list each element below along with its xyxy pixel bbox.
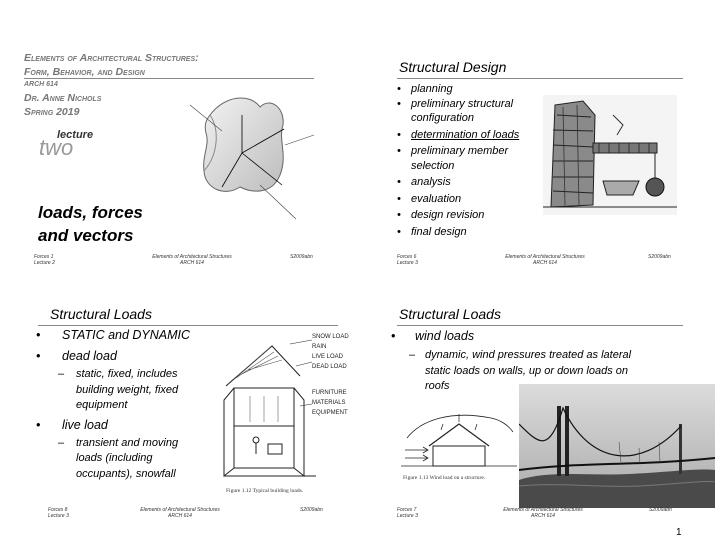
- sub-list-item: – transient and moving loads (including occupants), snowfall: [58, 436, 179, 480]
- footer-center-top: Elements of Architectural Structures: [503, 507, 583, 513]
- footer-center-top: Elements of Architectural Structures: [140, 507, 220, 513]
- title-rule: [397, 325, 683, 326]
- force-vector-block-figure: [180, 85, 320, 225]
- footer-center-bottom: ARCH 614: [531, 513, 555, 519]
- suspension-bridge-photo: [519, 384, 715, 508]
- footer-left-bottom: Lecture 3: [48, 513, 69, 519]
- footer-center: [120, 507, 240, 519]
- list-item: • final design: [397, 225, 467, 238]
- footer-center-top: Elements of Architectural Structures: [505, 254, 585, 260]
- list-item: • wind loads: [391, 329, 475, 343]
- lecture-number: two: [39, 135, 74, 160]
- list-item: • STATIC and DYNAMIC: [36, 328, 191, 342]
- list-item-continuation: configuration: [411, 112, 474, 124]
- slide-1: [20, 45, 362, 270]
- footer-left: [397, 507, 418, 519]
- sub-list-item: – static, fixed, includes building weight, fixed equipment: [58, 368, 179, 411]
- course-number: ARCH 614: [24, 81, 58, 88]
- footer-right: S2009abn: [290, 254, 313, 260]
- lecture-title-line-1: loads, forces: [38, 203, 143, 222]
- list-item: • preliminary member: [397, 145, 509, 157]
- sub-list-item: – dynamic, wind pressures treated as lateral static loads on walls, up or down loads on roofs: [409, 349, 632, 392]
- list-item: • determination of loads: [397, 128, 520, 141]
- list-item: • dead load: [36, 349, 117, 363]
- slide-4: [373, 298, 715, 523]
- loads-list: [36, 327, 226, 482]
- figure-caption: Figure 1.12 Typical building loads.: [226, 488, 304, 494]
- wind-load-diagram: [401, 400, 517, 472]
- footer-left-top: Forces 1: [34, 254, 54, 260]
- footer-center-top: Elements of Architectural Structures: [152, 254, 232, 260]
- building-loads-illustration: [220, 326, 360, 491]
- footer-left-top: Forces 6: [397, 254, 417, 260]
- footer-left-top: Forces 8: [48, 507, 68, 513]
- footer-center-bottom: ARCH 614: [180, 260, 204, 266]
- footer-left: [397, 254, 418, 266]
- figure-label: SNOW LOAD: [312, 334, 349, 340]
- footer-right: S2009abn: [649, 507, 672, 513]
- list-item: • live load: [36, 417, 108, 432]
- footer-left: [34, 254, 55, 266]
- course-title-line-1: Elements of Architectural Structures:: [24, 52, 199, 64]
- title-rule: [397, 78, 683, 79]
- page-number: 1: [676, 527, 682, 538]
- term: Spring 2019: [24, 106, 80, 118]
- figure-label: MATERIALS: [312, 400, 346, 406]
- slide-title: Structural Loads: [399, 306, 501, 322]
- lecture-title-line-2: and vectors: [38, 226, 134, 245]
- footer-left-bottom: Lecture 2: [34, 260, 55, 266]
- list-item-continuation: selection: [411, 159, 455, 172]
- footer-right: S2009abn: [648, 254, 671, 260]
- footer-center-bottom: ARCH 614: [533, 260, 557, 266]
- footer-left-bottom: Lecture 3: [397, 513, 418, 519]
- lecture-title: [38, 201, 143, 247]
- list-item: • design revision: [397, 209, 485, 221]
- header-rule: [24, 78, 314, 79]
- figure-label: FURNITURE: [312, 390, 347, 396]
- masonry-wall-illustration: [543, 95, 677, 215]
- slide-title: Structural Loads: [50, 306, 152, 322]
- list-item: • planning: [397, 83, 453, 95]
- slide-2: [373, 45, 715, 270]
- course-title-line-2: Form, Behavior, and Design: [24, 66, 145, 78]
- instructor: Dr. Anne Nichols: [24, 92, 102, 104]
- figure-label: LIVE LOAD: [312, 354, 344, 360]
- list-item: • analysis: [397, 176, 451, 188]
- figure-caption: Figure 1.13 Wind load on a structure.: [403, 475, 486, 481]
- footer-left: [48, 507, 69, 519]
- footer-left-top: Forces 7: [397, 507, 417, 513]
- figure-label: RAIN: [312, 344, 327, 350]
- footer-center-bottom: ARCH 614: [168, 513, 192, 519]
- list-item: • evaluation: [397, 192, 462, 205]
- figure-label: DEAD LOAD: [312, 364, 347, 370]
- slide-title: Structural Design: [399, 59, 507, 75]
- list-item: • preliminary structural: [397, 97, 514, 110]
- figure-label: EQUIPMENT: [312, 410, 348, 416]
- footer-center: [132, 254, 252, 266]
- footer-right: S2009abn: [300, 507, 323, 513]
- footer-center: [485, 254, 605, 266]
- footer-center: [483, 507, 603, 519]
- slide-3: [20, 298, 362, 523]
- footer-left-bottom: Lecture 3: [397, 260, 418, 266]
- design-steps-list: [397, 82, 547, 239]
- lecture-label: lecture: [57, 129, 94, 141]
